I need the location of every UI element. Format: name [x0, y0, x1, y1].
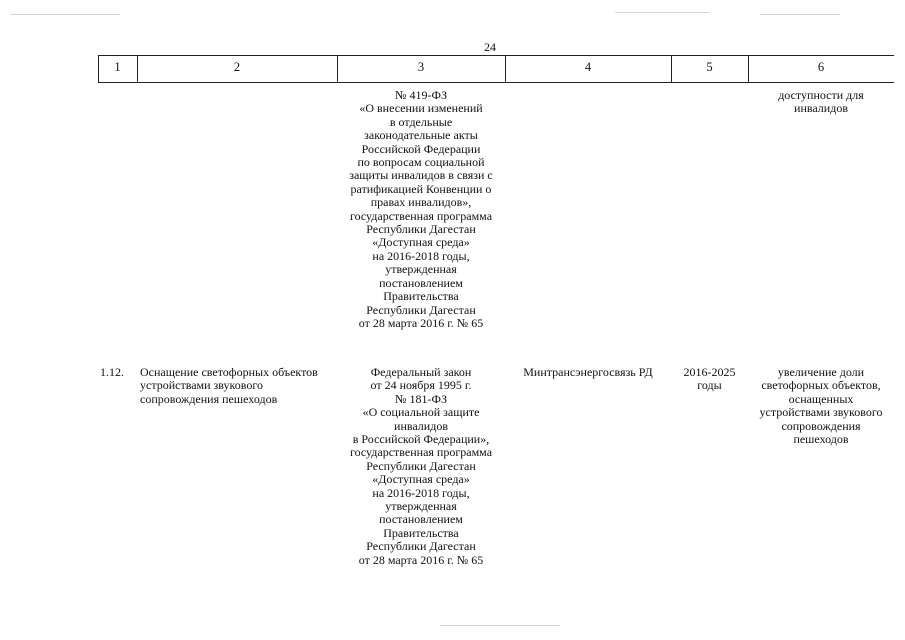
- row-result: увеличение доли светофорных объектов, оснащенных устройствами звукового сопровождения пешеходов: [759, 365, 883, 447]
- continuation-basis: № 419-ФЗ «О внесении изменений в отдельные законодательные акты Российской Федерации по вопросам социальной защиты инвалидов в связи с ратификацией Конвенции о правах инвалидов», государственная программа Республики Дагестан «Доступная среда» на 2016-2018 годы, утвержденная постановлением Правительства Республики Дагестан от 28 марта 2016 г. № 65: [349, 88, 493, 330]
- scan-noise: [760, 14, 840, 15]
- row-number: 1.12.: [100, 365, 124, 379]
- table-header-bottom-border: [98, 82, 894, 83]
- column-number-6: 6: [817, 60, 825, 74]
- column-number-3: 3: [417, 60, 425, 74]
- column-number-4: 4: [584, 60, 592, 74]
- column-number-2: 2: [233, 60, 241, 74]
- scan-noise: [10, 14, 120, 15]
- table-header-top-border: [98, 55, 894, 56]
- scan-noise: [440, 625, 560, 626]
- column-number-1: 1: [114, 60, 121, 74]
- page-number: 24: [484, 40, 496, 54]
- row-basis: Федеральный закон от 24 ноября 1995 г. № 181-ФЗ «О социальной защите инвалидов в Российской Федерации», государственная программа Республики Дагестан «Доступная среда» на 2016-2018 годы, утвержденная постановлением Правительства Республики Дагестан от 28 марта 2016 г. № 65: [349, 365, 493, 567]
- column-number-5: 5: [706, 60, 713, 74]
- continuation-result: доступности для инвалидов: [778, 88, 864, 116]
- row-executor: Минтрансэнергосвязь РД: [523, 365, 653, 379]
- scan-noise: [615, 12, 710, 13]
- row-period: 2016-2025 годы: [683, 365, 736, 393]
- row-measure: Оснащение светофорных объектов устройствами звукового сопровождения пешеходов: [140, 365, 318, 406]
